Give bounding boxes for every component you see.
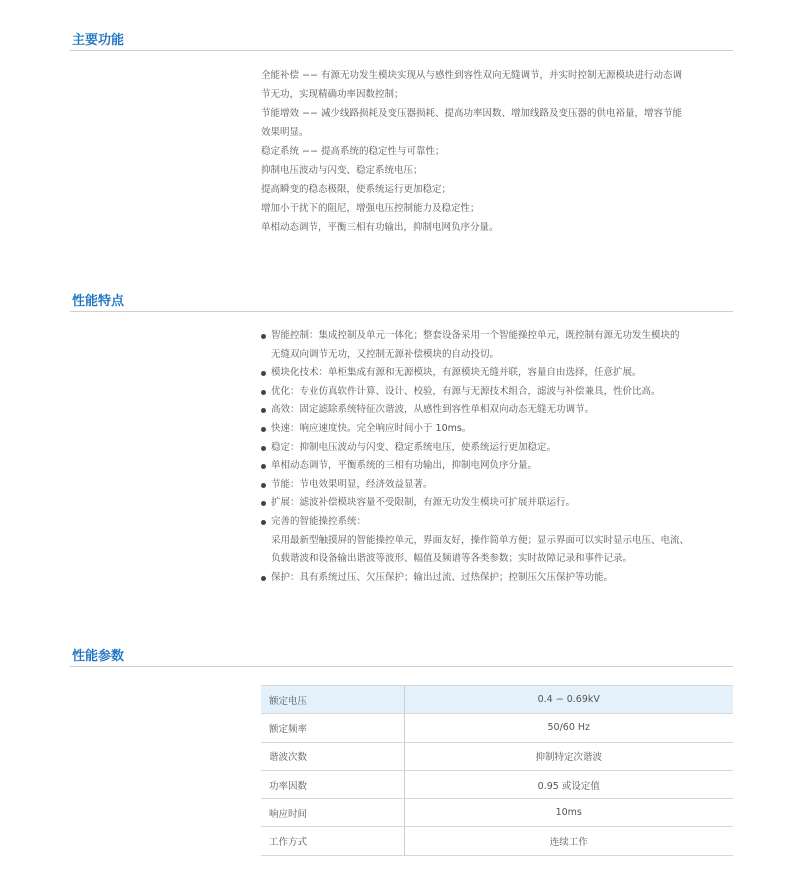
feature-list <box>261 327 741 587</box>
param-value: 连续工作 <box>404 827 733 855</box>
list-item: 稳定：抑制电压波动与闪变、稳定系统电压，使系统运行更加稳定。 <box>261 439 741 458</box>
list-item: 保护：具有系统过压、欠压保护；输出过流、过热保护；控制压欠压保护等功能。 <box>261 569 741 588</box>
section-title-main-function: 主要功能 <box>72 33 125 48</box>
bullet-icon <box>261 576 266 581</box>
paragraph-line: 节能增效 −− 减少线路损耗及变压器损耗、提高功率因数、增加线路及变压器的供电裕量，增容节能 <box>261 108 682 119</box>
section-divider <box>70 666 733 667</box>
param-label: 功率因数 <box>261 770 404 798</box>
list-item: 智能控制：集成控制及单元一体化；整套设备采用一个智能操控单元，既控制有源无功发生模块的 无缝双向调节无功，又控制无源补偿模块的自动投切。 <box>261 327 741 364</box>
section-title-features: 性能特点 <box>72 294 125 309</box>
table-row <box>261 827 733 855</box>
bullet-icon <box>261 446 266 451</box>
param-value: 50/60 Hz <box>404 714 733 742</box>
list-item: 优化：专业仿真软件计算、设计、校验，有源与无源技术组合，滤波与补偿兼具，性价比高。 <box>261 383 741 402</box>
bullet-icon <box>261 464 266 469</box>
section-title-params: 性能参数 <box>72 649 125 664</box>
list-item: 高效：固定滤除系统特征次谐波，从感性到容性单相双向动态无缝无功调节。 <box>261 401 741 420</box>
param-label: 谐波次数 <box>261 742 404 770</box>
table-row <box>261 714 733 742</box>
bullet-icon <box>261 371 266 376</box>
paragraph-line: 稳定系统 −− 提高系统的稳定性与可靠性； <box>261 146 445 157</box>
bullet-icon <box>261 483 266 488</box>
param-value: 0.4 − 0.69kV <box>404 686 733 714</box>
list-item: 扩展：滤波补偿模块容量不受限制，有源无功发生模块可扩展并联运行。 <box>261 494 741 513</box>
param-label: 额定频率 <box>261 714 404 742</box>
paragraph-line: 抑制电压波动与闪变、稳定系统电压； <box>261 165 423 176</box>
paragraph-line: 节无功，实现精确功率因数控制； <box>261 89 404 100</box>
bullet-icon <box>261 334 266 339</box>
list-item: 完善的智能操控系统： 采用最新型触摸屏的智能操控单元，界面友好，操作简单方便；显示界面可以实时显示电压、电流、 负载谐波和设备输出谐波等波形、幅值及频谱等各类参数；实时故障记录和事件记录。 <box>261 513 741 569</box>
bullet-icon <box>261 390 266 395</box>
param-value: 10ms <box>404 799 733 827</box>
list-item: 节能：节电效果明显，经济效益显著。 <box>261 476 741 495</box>
param-value: 0.95 或设定值 <box>404 770 733 798</box>
paragraph-line: 提高瞬变的稳态极限，使系统运行更加稳定； <box>261 184 452 195</box>
paragraph-line: 效果明显。 <box>261 127 309 138</box>
bullet-icon <box>261 501 266 506</box>
param-label: 额定电压 <box>261 686 404 714</box>
list-item: 快速：响应速度快。完全响应时间小于 10ms。 <box>261 420 741 439</box>
table-row <box>261 799 733 827</box>
param-label: 响应时间 <box>261 799 404 827</box>
list-item: 模块化技术：单柜集成有源和无源模块，有源模块无缝并联，容量自由选择，任意扩展。 <box>261 364 741 383</box>
section-divider <box>70 50 733 51</box>
table-row <box>261 742 733 770</box>
bullet-icon <box>261 408 266 413</box>
main-function-text <box>261 66 736 237</box>
bullet-icon <box>261 427 266 432</box>
paragraph-line: 全能补偿 −− 有源无功发生模块实现从与感性到容性双向无缝调节，并实时控制无源模块进行动态调 <box>261 70 682 81</box>
section-divider <box>70 311 733 312</box>
bullet-icon <box>261 520 266 525</box>
list-item: 单相动态调节，平衡系统的三相有功输出，抑制电网负序分量。 <box>261 457 741 476</box>
paragraph-line: 增加小干扰下的阻尼，增强电压控制能力及稳定性； <box>261 203 480 214</box>
param-label: 工作方式 <box>261 827 404 855</box>
paragraph-line: 单相动态调节，平衡三相有功输出，抑制电网负序分量。 <box>261 222 499 233</box>
table-row <box>261 770 733 798</box>
table-row <box>261 686 733 714</box>
params-table <box>261 685 733 856</box>
param-value: 抑制特定次谐波 <box>404 742 733 770</box>
